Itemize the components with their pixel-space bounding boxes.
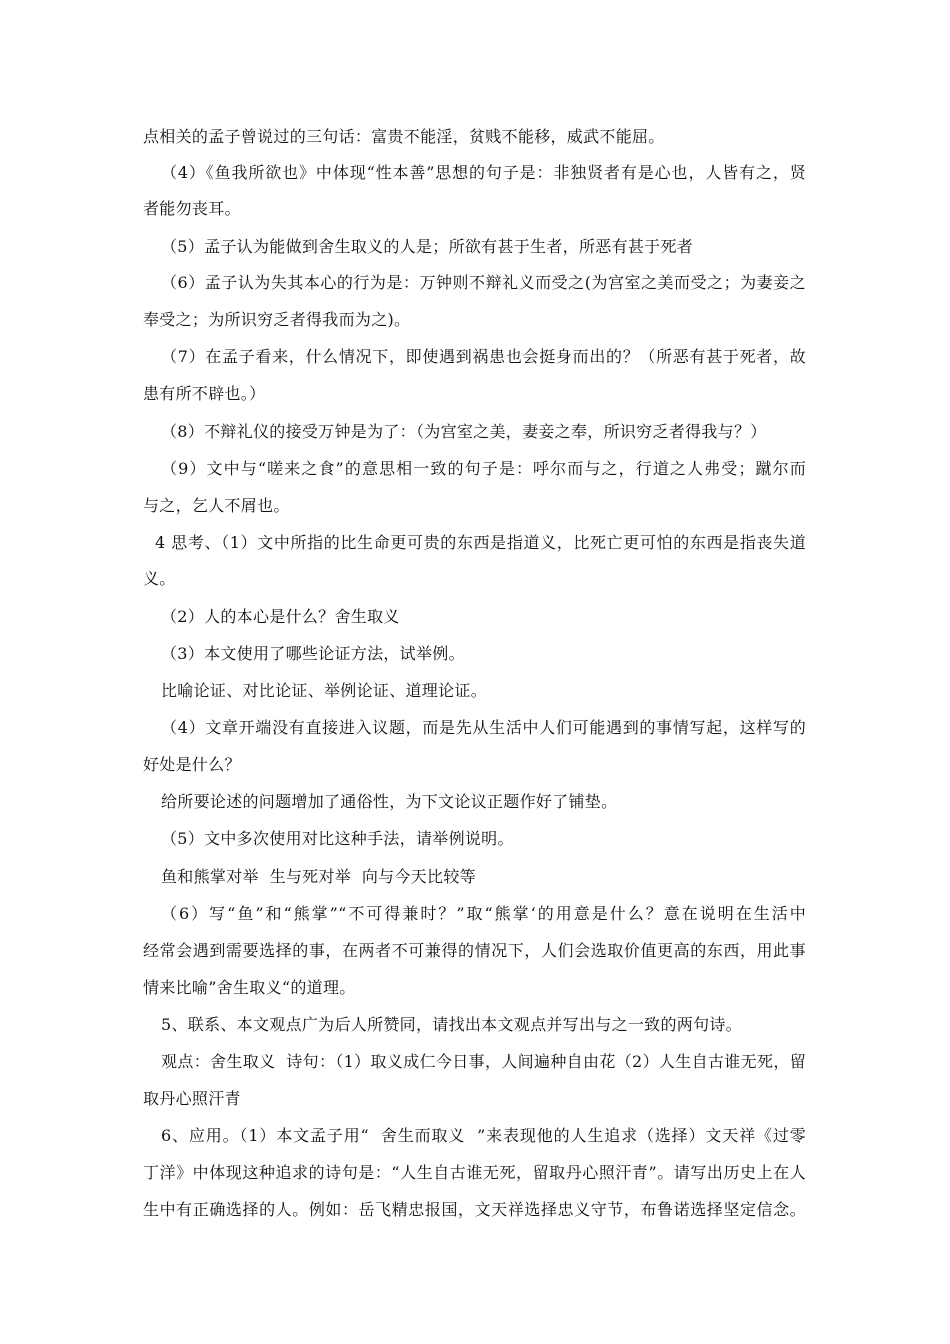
text-line-25: 5、联系、本文观点广为后人所赞同，请找出本文观点并写出与之一致的两句诗。 (161, 1015, 742, 1034)
text-line-6: 奉受之；为所识穷乏者得我而为之)。 (143, 310, 411, 329)
text-line-9: （8）不辩礼仪的接受万钟是为了：（为宫室之美，妻妾之奉，所识穷乏者得我与？） (161, 422, 767, 441)
text-line-13: 义。 (143, 569, 176, 588)
text-line-29: 丁洋》中体现这种追求的诗句是：“人生自古谁无死，留取丹心照汗青”。请写出历史上在人 (143, 1163, 806, 1182)
text-line-4: （5）孟子认为能做到舍生取义的人是；所欲有甚于生者，所恶有甚于死者 (161, 237, 694, 256)
text-line-24: 情来比喻”舍生取义“的道理。 (143, 978, 356, 997)
text-line-20: （5）文中多次使用对比这种手法，请举例说明。 (161, 829, 514, 848)
text-line-10: （9）文中与“嗟来之食”的意思相一致的句子是：呼尔而与之，行道之人弗受；蹴尔而 (161, 459, 806, 478)
text-line-2: （4）《鱼我所欲也》中体现“性本善”思想的句子是：非独贤者有是心也，人皆有之，贤 (161, 163, 806, 182)
text-line-27: 取丹心照汗青 (143, 1089, 241, 1108)
text-line-12: 4 思考、（1）文中所指的比生命更可贵的东西是指道义，比死亡更可怕的东西是指丧失道 (155, 533, 806, 552)
text-line-17: （4）文章开端没有直接进入议题，而是先从生活中人们可能遇到的事情写起，这样写的 (161, 718, 806, 737)
text-line-16: 比喻论证、对比论证、举例论证、道理论证。 (161, 681, 488, 700)
text-line-22: （6）写“鱼”和“熊掌”“不可得兼时？”取“熊掌‘的用意是什么？意在说明在生活中 (161, 904, 806, 923)
text-line-1: 点相关的孟子曾说过的三句话：富贵不能淫，贫贱不能移，威武不能屈。 (143, 127, 665, 146)
text-line-28: 6、应用。（1）本文孟子用“ 舍生而取义 ”来表现他的人生追求（选择）文天祥《过零 (161, 1126, 806, 1145)
text-line-7: （7）在孟子看来，什么情况下，即使遇到祸患也会挺身而出的？（所恶有甚于死者，故 (161, 347, 806, 366)
text-line-11: 与之，乞人不屑也。 (143, 496, 290, 515)
text-line-5: （6）孟子认为失其本心的行为是：万钟则不辩礼义而受之(为宫室之美而受之；为妻妾之 (161, 273, 806, 292)
text-line-8: 患有所不辟也。） (143, 384, 266, 403)
text-line-19: 给所要论述的问题增加了通俗性，为下文论议正题作好了铺垫。 (161, 792, 618, 811)
text-line-18: 好处是什么？ (143, 755, 241, 774)
text-line-3: 者能勿丧耳。 (143, 199, 241, 218)
text-line-26: 观点：舍生取义 诗句：（1）取义成仁今日事，人间遍种自由花（2）人生自古谁无死，留 (161, 1052, 806, 1071)
text-line-14: （2）人的本心是什么？舍生取义 (161, 607, 400, 626)
text-line-15: （3）本文使用了哪些论证方法，试举例。 (161, 644, 465, 663)
text-line-21: 鱼和熊掌对举 生与死对举 向与今天比较等 (161, 867, 476, 886)
text-line-23: 经常会遇到需要选择的事，在两者不可兼得的情况下，人们会选取价值更高的东西，用此事 (143, 941, 806, 960)
text-line-30: 生中有正确选择的人。例如：岳飞精忠报国，文天祥选择忠义守节，布鲁诺选择坚定信念。 (143, 1200, 806, 1219)
